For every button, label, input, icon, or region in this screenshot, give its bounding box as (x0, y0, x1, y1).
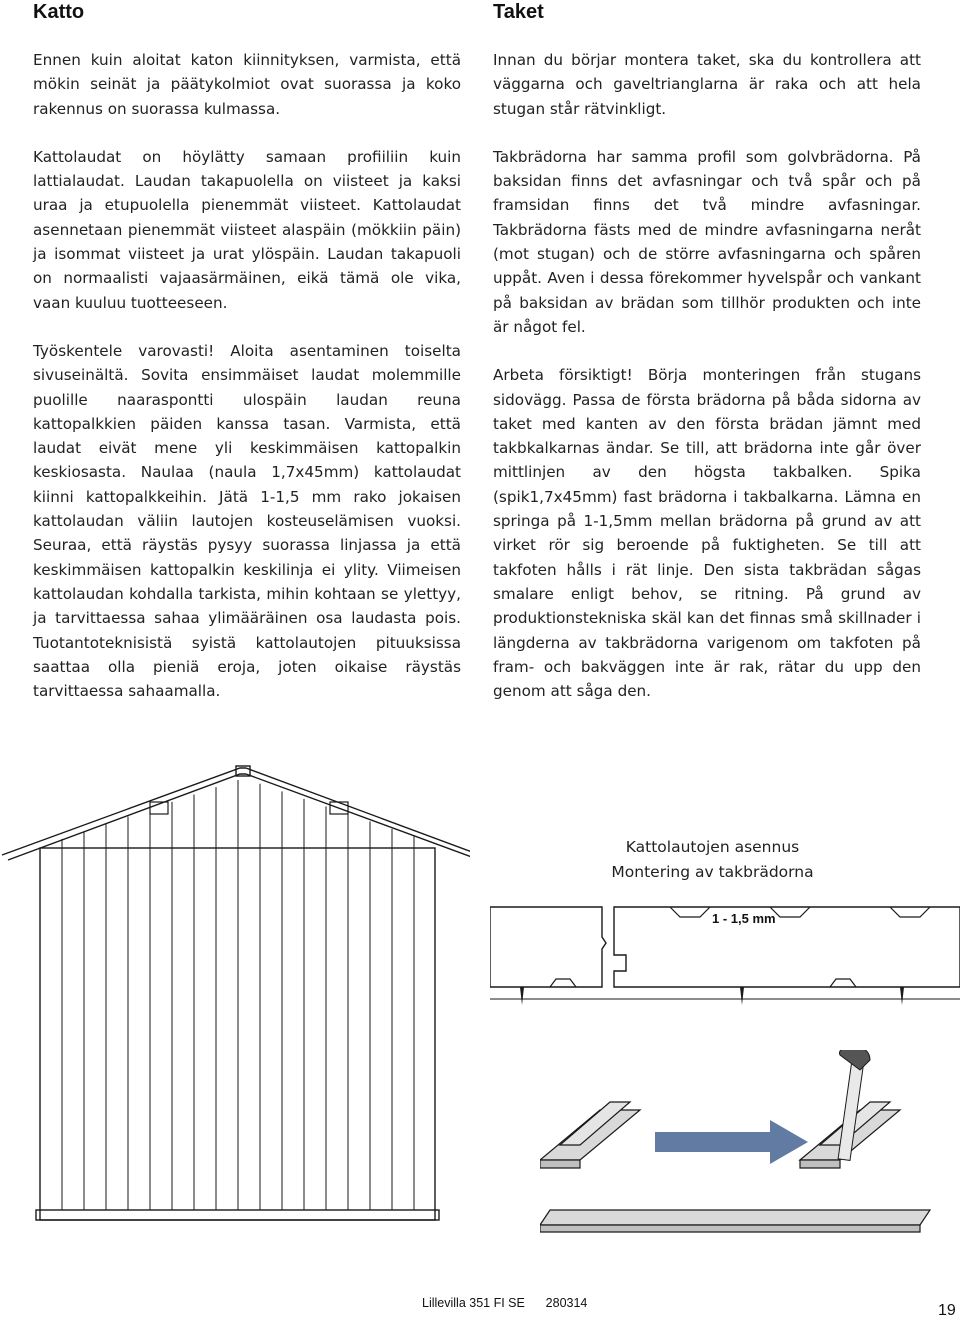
left-column (33, 0, 461, 727)
footer-product-line (422, 1296, 587, 1310)
figure-caption-swedish: Montering av takbrädorna (611, 862, 814, 881)
section-title-finnish: Katto (33, 1, 85, 23)
gable-wall-illustration (0, 760, 470, 1240)
direction-arrow-icon (655, 1120, 808, 1164)
footer-product: Lillevilla 351 FI SE (422, 1296, 525, 1310)
footer-code: 280314 (545, 1296, 588, 1310)
nail (900, 987, 904, 1005)
paragraph-sv-3: Arbeta försiktigt! Börja monteringen från stugans sidovägg. Passa de första brädorna på båda sidorna av taket med kanten av den första brädan jämnt med takbkalkarnas ändar. Se till, att brädorna inte går över mittlinjen av den högsta takbalken. Spika (spik1,7x45mm) fast brädorna i takbalkarna. Lämna en springa på 1-1,5mm mellan brädorna på grund av att virket rör sig beroende på fuktigheten. Se till att takfoten hålls i rät linje. Den sista takbrädan sågas smalare enligt behov, se ritning. På grund av produktionstekniska skäl kan det finnas små skillnader i längderna av takbrädorna varigenom om takfoten på fram- och bakväggen inte är rak, rätar du upp den genom att såga den. (493, 366, 921, 701)
nail (740, 987, 744, 1005)
figure-caption-finnish: Kattolautojen asennus (625, 838, 800, 856)
nail (520, 987, 524, 1005)
paragraph-fi-2: Kattolaudat on höylätty samaan profiiliin kuin lattialaudat. Laudan takapuolella on viisteet ja kaksi uraa ja etupuolella pienemmät viisteet. Kattolaudat asennetaan pienemmät viisteet alaspäin (mökkiin päin) ja isommat viisteet ja urat ylöspäin. Laudan takapuoli on normaalisti vajaasärmäinen, eikä tämä ole vika, vaan kuuluu tuotteeseen. (33, 147, 461, 312)
gap-measurement-label: 1 - 1,5 mm (712, 911, 776, 926)
figure-caption (590, 835, 835, 884)
board-right (614, 907, 960, 987)
roof-right-edge (246, 768, 470, 855)
paragraph-fi-3: Työskentele varovasti! Aloita asentaminen toiselta sivuseinältä. Sovita ensimmäiset laudat molemmille puolille naaraspontti ulospäin laudan reuna kattopalkkien päiden kanssa tasan. Varmista, että laudat eivät mene yli keskimmäisen kattopalkin keskiosasta. Naulaa (naula 1,7x45mm) kattolaudat kiinni kattopalkkeihin. Jätä 1-1,5 mm rako jokaisen kattolaudan väliin lautojen kosteuselämisen vuoksi. Seuraa, että räystäs pysyy suorassa linjassa ja että keskimmäisen kattopalkin keskilinja ei ylity. Viimeisen kattolaudan kohdalla tarkista, mihin kohtaan se ylettyy, ja tarvittaessa sahaa ylimääräinen osa laudasta pois. Tuotantoteknisistä syistä kattolautojen pituuksissa saattaa olla pieniä eroja, joten oikaise räystäs tarvittaessa sahaamalla. (33, 341, 461, 701)
board-left (490, 907, 606, 987)
paragraph-sv-1: Innan du börjar montera taket, ska du kontrollera att väggarna och gaveltrianglarna är raka och att hela stugan står rätvinkligt. (493, 51, 921, 118)
section-title-swedish: Taket (493, 1, 544, 23)
cut-strip (540, 1210, 930, 1225)
page-number: 19 (938, 1302, 956, 1319)
paragraph-sv-2: Takbrädorna har samma profil som golvbrädorna. På baksidan finns det avfasningar och två spår och på framsidan finns det två mindre avfasningar. Takbrädorna fästs med de mindre avfasningarna neråt (mot stugan) och de större avfasningarna och spåren uppåt. Aven i dessa förekommer hyvelspår och vankant på baksidan av brädan som tillhör produkten och inte är något fel. (493, 147, 921, 336)
roof-left-edge (2, 768, 246, 855)
right-column (493, 0, 921, 727)
paragraph-fi-1: Ennen kuin aloitat katon kiinnityksen, varmista, että mökin seinät ja päätykolmiot ovat suorassa ja koko rakennus on suorassa kulmassa. (33, 51, 461, 118)
board-cutting-illustration (540, 1050, 940, 1240)
